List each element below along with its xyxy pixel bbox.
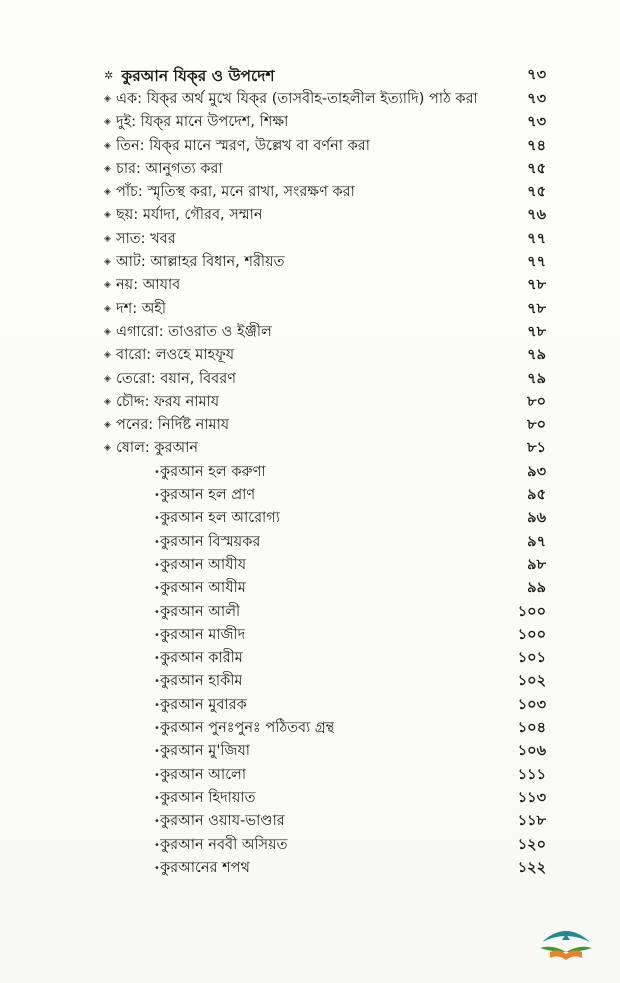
toc-entry <box>104 204 546 227</box>
entry-page-number: ১১৩ <box>517 789 546 806</box>
toc-sub-entries <box>104 461 546 880</box>
entry-title: ছয়: মর্যাদা, গৌরব, সম্মান <box>116 207 263 224</box>
toc-heading <box>104 62 546 88</box>
star-bullet-icon: ✲ <box>104 68 114 82</box>
diamond-bullet-icon: ◈ <box>104 140 111 151</box>
entry-page-number: ৭৩ <box>527 114 546 131</box>
entry-page-number: ৯৮ <box>527 556 546 573</box>
diamond-bullet-icon: ◈ <box>104 280 111 291</box>
diamond-bullet-icon: ◈ <box>104 163 111 174</box>
entry-title: বারো: লওহে মাহফূয <box>116 347 235 364</box>
entry-title: চার: আনুগত্য করা <box>116 160 223 177</box>
dot-bullet-icon: • <box>154 559 160 571</box>
entry-title: তেরো: বয়ান, বিবরণ <box>116 370 236 387</box>
toc-sub-entry <box>104 694 546 717</box>
toc-sub-entry <box>104 507 546 530</box>
entry-page-number: ১২২ <box>517 859 546 876</box>
entry-page-number: ৭৮ <box>527 277 546 294</box>
dot-bullet-icon: • <box>154 699 160 711</box>
toc-sub-entry <box>104 834 546 857</box>
dot-bullet-icon: • <box>154 583 160 595</box>
dot-bullet-icon: • <box>154 746 160 758</box>
dot-bullet-icon: • <box>154 466 160 478</box>
toc-entry <box>104 321 546 344</box>
entry-page-number: ৭৯ <box>527 370 546 387</box>
diamond-bullet-icon: ◈ <box>104 420 111 431</box>
toc-entry <box>104 251 546 274</box>
entry-title: কুরআন হিদায়াত <box>160 789 256 806</box>
entry-page-number: ১০৬ <box>517 743 546 760</box>
entry-title: সাত: খবর <box>116 230 176 247</box>
entry-title: কুরআন পুনঃপুনঃ পঠিতব্য গ্রন্থ <box>160 720 335 737</box>
entry-title: দশ: অহী <box>116 300 167 317</box>
table-of-contents <box>104 62 546 880</box>
entry-page-number: ১০১ <box>517 650 546 667</box>
toc-sub-entry <box>104 810 546 833</box>
toc-sub-entry <box>104 717 546 740</box>
toc-entry <box>104 228 546 251</box>
open-book-logo-icon <box>536 918 596 968</box>
dot-bullet-icon: • <box>154 862 160 874</box>
toc-entry <box>104 414 546 437</box>
entry-title: কুরআন কারীম <box>160 650 243 667</box>
toc-sub-entry <box>104 764 546 787</box>
entry-title: দুই: যিক্‌র মানে উপদেশ, শিক্ষা <box>116 114 289 131</box>
entry-title: নয়: আযাব <box>116 277 181 294</box>
toc-sub-entry <box>104 461 546 484</box>
toc-sub-entry <box>104 484 546 507</box>
toc-entry <box>104 391 546 414</box>
dot-bullet-icon: • <box>154 536 160 548</box>
entry-page-number: ৮১ <box>527 440 546 457</box>
entry-title: কুরআন হল আরোগ্য <box>160 510 280 527</box>
entry-page-number: ১১৮ <box>517 813 546 830</box>
entry-title: এক: যিক্‌র অর্থ মুখে যিক্‌র (তাসবীহ-তাহলীল ইত্যাদি) পাঠ করা <box>116 91 478 107</box>
dot-bullet-icon: • <box>154 769 160 781</box>
entry-title: এগারো: তাওরাত ও ইঞ্জীল <box>116 323 272 340</box>
entry-page-number: ১০২ <box>517 673 546 690</box>
dot-bullet-icon: • <box>154 653 160 665</box>
entry-page-number: ৯৯ <box>527 580 546 597</box>
entry-page-number: ১০০ <box>517 603 546 620</box>
entry-title: তিন: যিক্‌র মানে স্মরণ, উল্লেখ বা বর্ণনা করা <box>116 137 370 154</box>
dot-bullet-icon: • <box>154 676 160 688</box>
entry-page-number: ৯৩ <box>527 463 546 480</box>
toc-sub-entry <box>104 787 546 810</box>
toc-sub-entry <box>104 624 546 647</box>
toc-entry <box>104 274 546 297</box>
entry-title: পাঁচ: স্মৃতিস্থ করা, মনে রাখা, সংরক্ষণ করা <box>116 184 355 201</box>
toc-entry <box>104 88 546 111</box>
toc-entry <box>104 135 546 158</box>
entry-title: কুরআন মুবারক <box>160 696 247 713</box>
entry-title: কুরআন আযীয <box>160 556 247 573</box>
diamond-bullet-icon: ◈ <box>104 396 111 407</box>
entry-page-number: ৭৫ <box>527 184 546 201</box>
toc-sub-entry <box>104 601 546 624</box>
entry-title: কুরআন ওয়ায-ভাণ্ডার <box>160 813 285 830</box>
toc-entry <box>104 344 546 367</box>
dot-bullet-icon: • <box>154 792 160 804</box>
entry-page-number: ৭৩ <box>527 91 546 107</box>
entry-title: আট: আল্লাহর বিধান, শরীয়ত <box>116 254 285 271</box>
diamond-bullet-icon: ◈ <box>104 233 111 244</box>
entry-page-number: ৯৭ <box>527 533 546 550</box>
toc-entry <box>104 368 546 391</box>
dot-bullet-icon: • <box>154 816 160 828</box>
entry-title: ষোল: কুরআন <box>116 440 199 457</box>
toc-entry <box>104 181 546 204</box>
entry-title: কুরআন আযীম <box>160 580 246 597</box>
toc-sub-entry <box>104 857 546 880</box>
diamond-bullet-icon: ◈ <box>104 350 111 361</box>
diamond-bullet-icon: ◈ <box>104 210 111 221</box>
entry-page-number: ১২০ <box>517 836 546 853</box>
entry-page-number: ৭৮ <box>527 300 546 317</box>
entry-page-number: ১০৩ <box>517 696 546 713</box>
logo-orange-book <box>550 950 582 960</box>
entry-page-number: ১১১ <box>517 766 546 783</box>
entry-title: চৌদ্দ: ফরয নামায <box>116 393 220 410</box>
dot-bullet-icon: • <box>154 839 160 851</box>
diamond-bullet-icon: ◈ <box>104 257 111 268</box>
entry-title: কুরআন মাজীদ <box>160 626 246 643</box>
toc-heading-title: কুরআন যিক্‌র ও উপদেশ <box>121 66 275 85</box>
entry-page-number: ৭৬ <box>527 207 546 224</box>
dot-bullet-icon: • <box>154 629 160 641</box>
toc-entries <box>104 88 546 461</box>
diamond-bullet-icon: ◈ <box>104 303 111 314</box>
dot-bullet-icon: • <box>154 606 160 618</box>
entry-page-number: ৯৫ <box>527 487 546 504</box>
entry-page-number: ১০৪ <box>517 720 546 737</box>
toc-heading-page: ৭৩ <box>527 67 546 83</box>
dot-bullet-icon: • <box>154 723 160 735</box>
toc-sub-entry <box>104 554 546 577</box>
toc-entry <box>104 158 546 181</box>
entry-title: কুরআন নববী অসিয়ত <box>160 836 288 853</box>
entry-page-number: ৭৭ <box>527 254 546 271</box>
entry-page-number: ৭৭ <box>527 230 546 247</box>
dot-bullet-icon: • <box>154 513 160 525</box>
diamond-bullet-icon: ◈ <box>104 443 111 454</box>
entry-title: কুরআনের শপথ <box>160 859 250 876</box>
entry-page-number: ৮০ <box>527 417 546 434</box>
toc-sub-entry <box>104 740 546 763</box>
entry-page-number: ৯৬ <box>527 510 546 527</box>
diamond-bullet-icon: ◈ <box>104 326 111 337</box>
diamond-bullet-icon: ◈ <box>104 187 111 198</box>
entry-page-number: ৭৫ <box>527 160 546 177</box>
entry-title: কুরআন হল প্রাণ <box>160 487 256 504</box>
entry-title: কুরআন মু'জিযা <box>160 743 251 760</box>
toc-entry <box>104 298 546 321</box>
toc-sub-entry <box>104 647 546 670</box>
entry-page-number: ৭৮ <box>527 323 546 340</box>
dot-bullet-icon: • <box>154 490 160 502</box>
toc-entry <box>104 437 546 460</box>
entry-page-number: ৭৪ <box>527 137 546 154</box>
diamond-bullet-icon: ◈ <box>104 94 111 104</box>
entry-title: কুরআন হল করুণা <box>160 463 266 480</box>
entry-title: পনের: নির্দিষ্ট নামায <box>116 417 230 434</box>
entry-title: কুরআন বিস্ময়কর <box>160 533 261 550</box>
entry-page-number: ৮০ <box>527 393 546 410</box>
entry-title: কুরআন আলী <box>160 603 241 620</box>
toc-entry <box>104 111 546 134</box>
toc-sub-entry <box>104 577 546 600</box>
toc-sub-entry <box>104 531 546 554</box>
entry-title: কুরআন হাকীম <box>160 673 243 690</box>
diamond-bullet-icon: ◈ <box>104 373 111 384</box>
entry-title: কুরআন আলো <box>160 766 247 783</box>
entry-page-number: ১০০ <box>517 626 546 643</box>
diamond-bullet-icon: ◈ <box>104 117 111 128</box>
entry-page-number: ৭৯ <box>527 347 546 364</box>
toc-sub-entry <box>104 670 546 693</box>
